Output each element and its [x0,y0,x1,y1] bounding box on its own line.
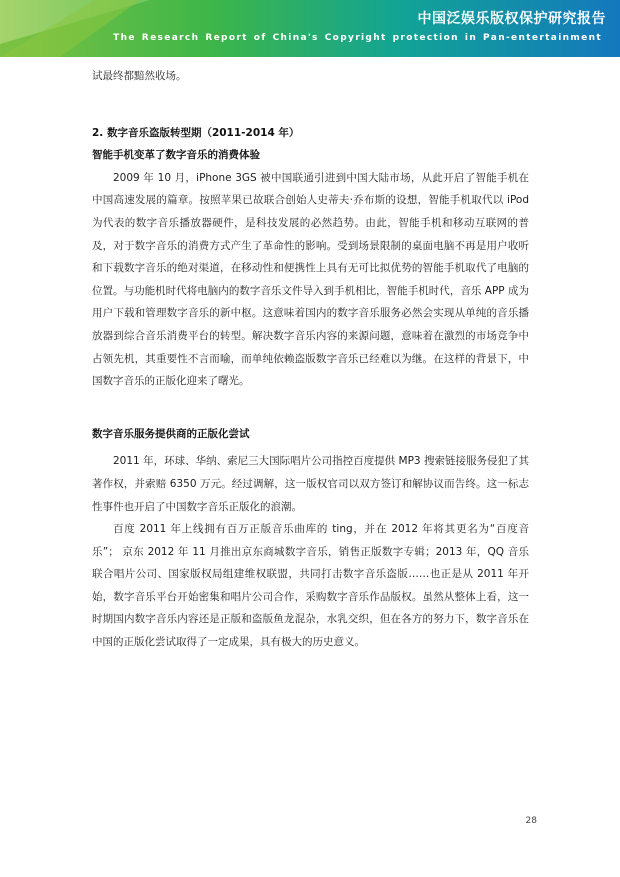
report-title: 中国泛娱乐版权保护研究报告 [417,11,606,27]
subsection-title-licensing: 数字音乐服务提供商的正版化尝试 [92,427,250,440]
intro-tail-text: 试最终都黯然收场。 [92,70,187,82]
section-title: 2. 数字音乐盗版转型期（2011-2014 年） [92,126,300,139]
subsection-title-smartphone: 智能手机变革了数字音乐的消费体验 [92,149,260,162]
page-number: 28 [525,816,537,826]
document-body [92,65,529,654]
header-banner [0,0,620,57]
paragraph-lawsuit: 2011 年，环球、华纳、索尼三大国际唱片公司指控百度提供 MP3 搜索链接服务侵犯了其著作权，并索赔 6350 万元。经过调解，这一版权官司以双方签订和解协议而告终。这一标志性事件也开启了中国数字音乐正版化的浪潮。 [92,455,529,513]
report-subtitle: The Research Report of China's Copyright protection in Pan-entertainment [113,33,602,43]
paragraph-smartphone: 2009 年 10 月，iPhone 3GS 被中国联通引进到中国大陆市场，从此开启了智能手机在中国高速发展的篇章。按照苹果已故联合创始人史蒂夫·乔布斯的设想，智能手机取代以 iPod 为代表的数字音乐播放器硬件，是科技发展的必然趋势。由此，智能手机和移动互联网的普及，对于数字音乐的消费方式产生了革命性的影响。受到场景限制的桌面电脑不再是用户收听和下载数字音乐的绝对渠道，在移动性和便携性上具有无可比拟优势的智能手机取代了电脑的位置。与功能机时代将电脑内的数字音乐文件导入到手机相比，智能手机时代，音乐 APP 成为用户下载和管理数字音乐的新中枢。这意味着国内的数字音乐服务必然会实现从单纯的音乐播放器到综合音乐消费平台的转型。解决数字音乐内容的来源问题，意味着在激烈的市场竞争中占领先机，其重要性不言而喻，而单纯依赖盗版数字音乐已经难以为继。在这样的背景下，中国数字音乐的正版化迎来了曙光。 [92,171,529,388]
paragraph-platforms: 百度 2011 年上线拥有百万正版音乐曲库的 ting，并在 2012 年将其更名为“百度音乐”； 京东 2012 年 11 月推出京东商城数字音乐，销售正版数字专辑；2013 年，QQ 音乐联合唱片公司、国家版权局组建维权联盟，共同打击数字音乐盗版……也正是从 2011 年开始，数字音乐平台开始密集和唱片公司合作，采购数字音乐作品版权。虽然从整体上看，这一时期国内数字音乐内容还是正版和盗版鱼龙混杂，水乳交织，但在各方的努力下，数字音乐在中国的正版化尝试取得了一定成果，具有极大的历史意义。 [92,523,529,649]
